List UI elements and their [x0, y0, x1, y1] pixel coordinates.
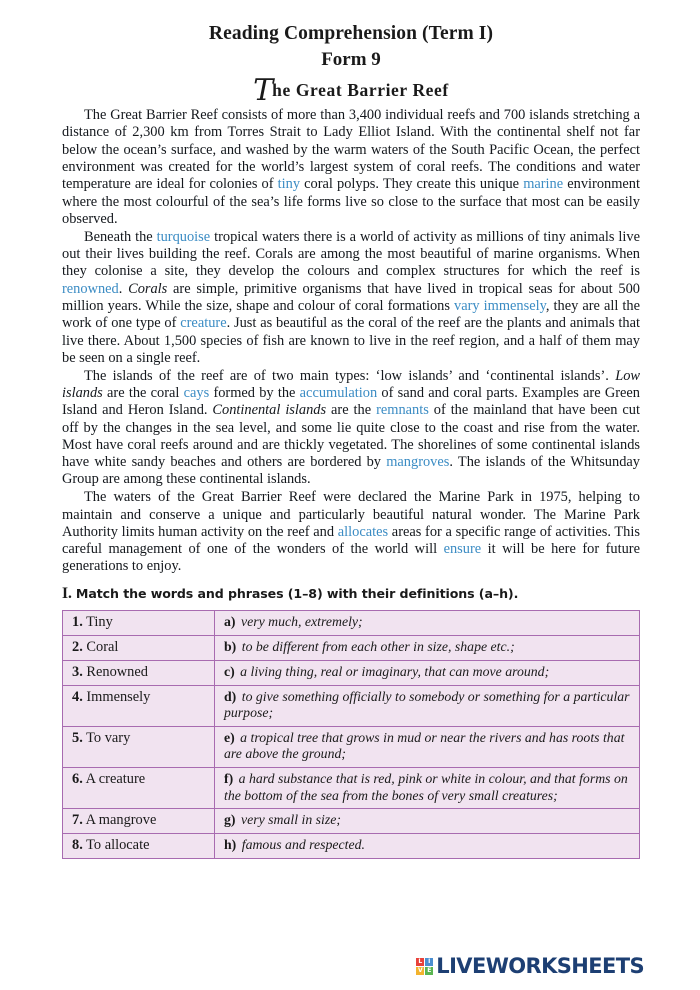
word-number: 2. — [72, 638, 83, 655]
definition-letter: e) — [224, 729, 235, 745]
highlighted-word: turquoise — [156, 228, 211, 245]
exercise-instruction: Match the words and phrases (1–8) with their definitions (a–h). — [75, 585, 519, 601]
page-title: Reading Comprehension (Term I) — [208, 23, 494, 44]
exercise-heading — [62, 585, 640, 603]
table-row — [63, 834, 640, 859]
logo-tile-v: V — [417, 966, 423, 974]
text-run: Beneath the — [84, 228, 157, 245]
definition-letter: a) — [224, 613, 236, 629]
matching-exercise-table — [62, 610, 640, 860]
table-row — [63, 726, 640, 767]
text-run: formed by the — [209, 384, 300, 401]
definition-text: a hard substance that is red, pink or white in colour, and that forms on the bottom of the sea from the bones of very small creatures; — [224, 771, 628, 803]
text-run: areas for a specific range of activities. This careful management of one of the wonders of the world will — [62, 523, 640, 558]
definition-cell[interactable] — [215, 726, 640, 767]
definition-text: to be different from each other in size, shape etc.; — [238, 638, 515, 654]
exercise-number: I. — [62, 584, 72, 602]
highlighted-word: mangroves — [386, 454, 450, 471]
liveworksheets-wordmark: LIVEWORKSHEETS — [436, 954, 644, 978]
text-run: environment where the most colourful of the sea’s life forms live so close to the surface that most can be easily observed. — [62, 176, 641, 227]
text-run: tropical waters there is a world of activity as millions of tiny animals live out their lives building the reef. Corals are among the most beautiful of marine organisms. When they colonise a site, they develop the colours and complex structures for which the reef is — [62, 228, 640, 280]
table-row — [63, 635, 640, 660]
text-run: . The islands of the Whitsunday Group are among these continental islands. — [62, 454, 640, 488]
definition-letter: f) — [224, 771, 234, 787]
definition-text: very small in size; — [237, 812, 341, 828]
highlighted-word: cays — [183, 384, 210, 401]
word-cell[interactable] — [63, 834, 215, 859]
highlighted-word: allocates — [337, 523, 389, 540]
definition-letter: g) — [224, 812, 236, 828]
definition-text: a tropical tree that grows in mud or near the rivers and has roots that are above the ground; — [224, 729, 625, 762]
definition-text: very much, extremely; — [237, 613, 363, 629]
highlighted-word: renowned — [62, 280, 119, 297]
text-run: . — [118, 280, 129, 297]
highlighted-word: vary immensely — [454, 297, 546, 314]
word-cell[interactable] — [63, 610, 215, 635]
definition-text: famous and respected. — [238, 837, 365, 853]
word-text: Tiny — [82, 613, 113, 630]
definition-text: a living thing, real or imaginary, that can move around; — [236, 663, 550, 679]
word-text: To vary — [82, 729, 131, 746]
text-run: of the mainland that have been cut off by the changes in the sea level, and some lie quite close to the coast and rise from the water. Most have coral reefs around and are thickly vegetated. The shorelines of some continental islands have white sandy beaches and others are bordered by — [62, 402, 640, 471]
article-title-dropcap: T — [253, 73, 273, 109]
definition-cell[interactable] — [215, 610, 640, 635]
text-run: . Just as beautiful as the coral of the reef are the plants and animals that live there. About 1,500 species of fish are known to live in the reef region, and a half of them may be seen on a single reef. — [62, 315, 640, 366]
word-cell[interactable] — [63, 635, 215, 660]
text-run: it will be here for future generations to enjoy. — [62, 541, 640, 575]
italic-term: Corals — [128, 280, 168, 297]
table-row — [63, 685, 640, 726]
word-text: A creature — [82, 771, 146, 788]
article-title — [62, 73, 640, 109]
highlighted-word: ensure — [443, 541, 482, 558]
highlighted-word: creature — [180, 315, 227, 332]
article-paragraph — [62, 107, 640, 228]
word-text: Renowned — [82, 663, 148, 680]
text-run: coral polyps. They create this unique — [300, 176, 524, 193]
word-cell[interactable] — [63, 768, 215, 809]
highlighted-word: accumulation — [299, 384, 378, 401]
word-number: 8. — [72, 837, 83, 854]
table-row — [63, 660, 640, 685]
word-number: 4. — [72, 688, 83, 705]
definition-letter: d) — [224, 688, 237, 704]
definition-cell[interactable] — [215, 809, 640, 834]
definition-cell[interactable] — [215, 834, 640, 859]
italic-term: Continental islands — [212, 402, 327, 419]
word-number: 1. — [72, 613, 83, 630]
text-run: The Great Barrier Reef consists of more than 3,400 individual reefs and 700 islands stretching a distance of 2,300 km from Torres Strait to Lady Elliot Island. With the continental shelf not far below the ocean’s surface, and washed by the warm waters of the South Pacific Ocean, the perfect environment was created for the world’s largest system of coral reefs. The conditions and water temperature are ideal for colonies of — [62, 107, 640, 193]
definition-letter: b) — [224, 638, 237, 654]
table-row — [63, 768, 640, 809]
highlighted-word: remnants — [376, 402, 429, 419]
liveworksheets-mark-icon — [416, 958, 433, 975]
highlighted-word: marine — [523, 176, 564, 193]
definition-cell[interactable] — [215, 768, 640, 809]
word-text: A mangrove — [82, 812, 157, 829]
word-text: Immensely — [82, 688, 151, 705]
word-number: 5. — [72, 729, 83, 746]
logo-tile-e: E — [427, 966, 432, 974]
text-run: The waters of the Great Barrier Reef were declared the Marine Park in 1975, helping to maintain and conserve a unique and particularly beautiful natural wonder. The Marine Park Authority limits human activity on the reef and — [62, 489, 640, 540]
word-cell[interactable] — [63, 726, 215, 767]
word-number: 7. — [72, 812, 83, 829]
text-run: are simple, primitive organisms that have lived in tropical seas for about 500 million years. While the size, shape and colour of coral formations — [62, 280, 641, 314]
text-run: are the — [326, 402, 377, 419]
text-run: are the coral — [102, 384, 184, 401]
word-number: 6. — [72, 771, 83, 788]
table-row — [63, 610, 640, 635]
table-row — [63, 809, 640, 834]
article-paragraph — [62, 229, 640, 367]
definition-letter: h) — [224, 837, 237, 853]
definition-cell[interactable] — [215, 685, 640, 726]
article-body — [62, 107, 640, 576]
word-number: 3. — [72, 663, 83, 680]
article-paragraph — [62, 368, 640, 489]
word-cell[interactable] — [63, 809, 215, 834]
article-title-rest: he Great Barrier Reef — [272, 80, 449, 101]
word-cell[interactable] — [63, 685, 215, 726]
highlighted-word: tiny — [277, 176, 301, 193]
text-run: The islands of the reef are of two main types: ‘low islands’ and ‘continental islands’. — [84, 367, 616, 384]
definition-letter: c) — [224, 663, 235, 679]
italic-term: Low islands — [62, 367, 640, 401]
definition-text: to give something officially to somebody or something for a particular purpose; — [224, 688, 630, 721]
word-cell[interactable] — [63, 660, 215, 685]
logo-tile-i: I — [425, 958, 433, 966]
logo-tile-l: L — [416, 958, 424, 966]
word-text: Coral — [82, 638, 119, 655]
word-text: To allocate — [82, 837, 150, 854]
liveworksheets-logo — [416, 954, 644, 978]
text-run: , they are all the work of one type of — [62, 297, 640, 332]
definition-cell[interactable] — [215, 635, 640, 660]
article-paragraph — [62, 489, 640, 575]
form-subtitle: Form 9 — [321, 49, 381, 71]
text-run: of sand and coral parts. Examples are Green Island and Heron Island. — [62, 384, 640, 419]
definition-cell[interactable] — [215, 660, 640, 685]
